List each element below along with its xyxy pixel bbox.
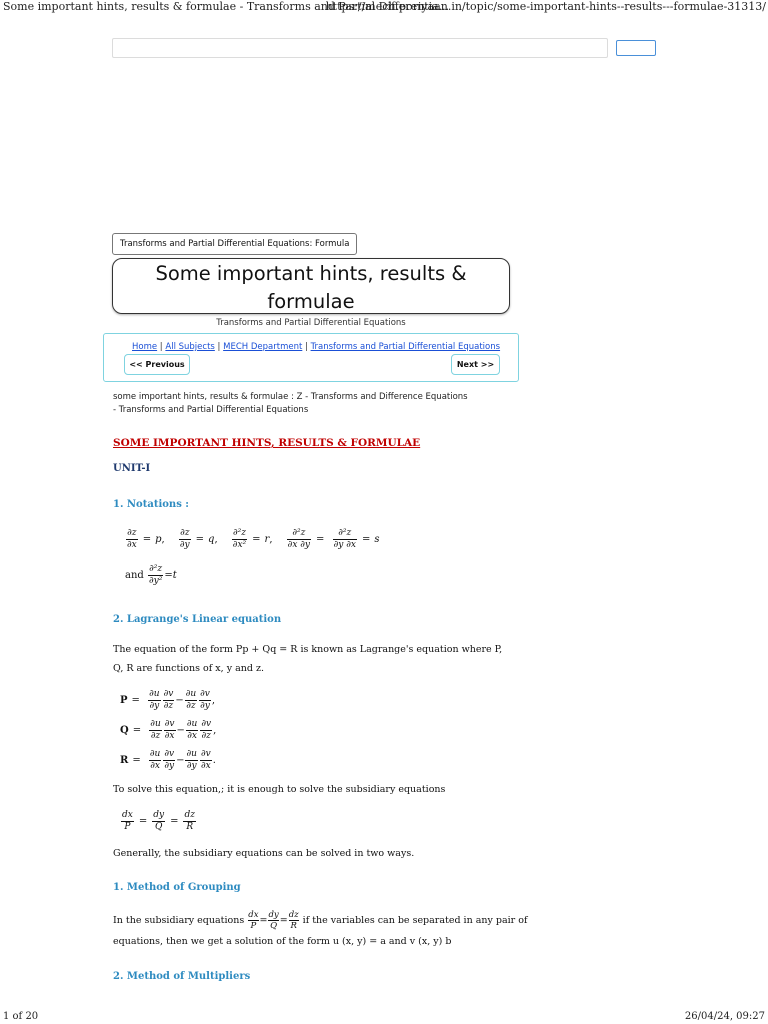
lagrange-heading: 2. Lagrange's Linear equation bbox=[113, 614, 282, 625]
main-heading: SOME IMPORTANT HINTS, RESULTS & FORMULAE bbox=[113, 437, 421, 449]
p-formula: P = $\frac{\partial u}{\partial y}$ $\frac{\partial v}{\partial z}$ − $\frac{\partial u}{\partial z}$ $\frac{\partial v}{\partial y}$ , bbox=[120, 689, 216, 711]
multipliers-heading: 2. Method of Multipliers bbox=[113, 971, 251, 982]
topic-breadcrumb-line: some important hints, results & formulae : Z - Transforms and Difference Equations - Transforms and Partial Differential Equations bbox=[113, 392, 468, 415]
category-tag[interactable]: Transforms and Partial Differential Equations: Formula bbox=[112, 233, 357, 255]
grouping-text-a: In the subsidiary equations bbox=[113, 915, 245, 926]
grouping-text-b: if the variables can be separated in any pair of bbox=[302, 915, 528, 926]
breadcrumb: Home | All Subjects | MECH Department | Transforms and Partial Differential Equations bbox=[132, 342, 501, 352]
breadcrumb-mech-department[interactable]: MECH Department bbox=[223, 342, 303, 352]
notations-formula: $\frac{\partial z}{\partial x}$ = p, $\frac{\partial z}{\partial y}$ = q, $\frac{\text{∂²z}}{\text{∂x²}}$ = r, $\frac{\text{∂²z}}{\partial x \partial y}$ = $\frac{\text{∂²z}}{\partial y \partial x}$ = s bbox=[127, 528, 380, 550]
lagrange-paragraph: The equation of the form Pp + Qq = R is known as Lagrange's equation where P, Q, R are functions of x, y and z. bbox=[113, 644, 503, 674]
general-paragraph: Generally, the subsidiary equations can be solved in two ways. bbox=[113, 848, 415, 859]
solve-paragraph: To solve this equation,; it is enough to solve the subsidiary equations bbox=[113, 784, 446, 795]
page-subtitle: Transforms and Partial Differential Equations bbox=[216, 318, 406, 328]
search-input[interactable] bbox=[112, 38, 608, 58]
r-formula: R = $\frac{\partial u}{\partial x}$ $\frac{\partial v}{\partial y}$ − $\frac{\partial u}{\partial y}$ $\frac{\partial v}{\partial x}$ . bbox=[120, 749, 216, 771]
breadcrumb-all-subjects[interactable]: All Subjects bbox=[165, 342, 215, 352]
breadcrumb-subject[interactable]: Transforms and Partial Differential Equations bbox=[310, 342, 501, 352]
unit-heading: UNIT-I bbox=[113, 463, 151, 474]
grouping-paragraph: In the subsidiary equations $\frac{dx}{P}$ = $\frac{dy}{Q}$ = $\frac{dz}{R}$ if the variables can be separated in any pair of bbox=[113, 910, 528, 931]
q-formula: Q = $\frac{\partial u}{\partial z}$ $\frac{\partial v}{\partial x}$ − $\frac{\partial u}{\partial x}$ $\frac{\partial v}{\partial z}$ , bbox=[120, 719, 217, 741]
page-counter: 1 of 20 bbox=[3, 1011, 39, 1022]
grouping-heading: 1. Method of Grouping bbox=[113, 882, 241, 893]
notations-formula-t: and $\frac{\text{∂²z}}{\text{∂y²}}$ =t bbox=[125, 564, 177, 586]
subsidiary-equations: $\frac{dx}{P}$ = $\frac{dy}{Q}$ = $\frac{dz}{R}$ bbox=[122, 810, 195, 832]
print-url: https://mech.poriyaan.in/topic/some-important-hints--results---formulae-31313/ bbox=[325, 0, 766, 13]
page-title: Some important hints, results & formulae bbox=[155, 262, 467, 313]
breadcrumb-home[interactable]: Home bbox=[132, 342, 158, 352]
previous-button[interactable]: << Previous bbox=[124, 354, 190, 375]
print-timestamp: 26/04/24, 09:27 bbox=[684, 1011, 765, 1022]
search-button[interactable] bbox=[616, 40, 656, 56]
print-page-title: Some important hints, results & formulae - Transforms and Partial Differentia... bbox=[3, 0, 450, 13]
next-button[interactable]: Next >> bbox=[451, 354, 500, 375]
grouping-paragraph-2: equations, then we get a solution of the form u (x, y) = a and v (x, y) b bbox=[113, 936, 452, 947]
notations-heading: 1. Notations : bbox=[113, 499, 189, 510]
